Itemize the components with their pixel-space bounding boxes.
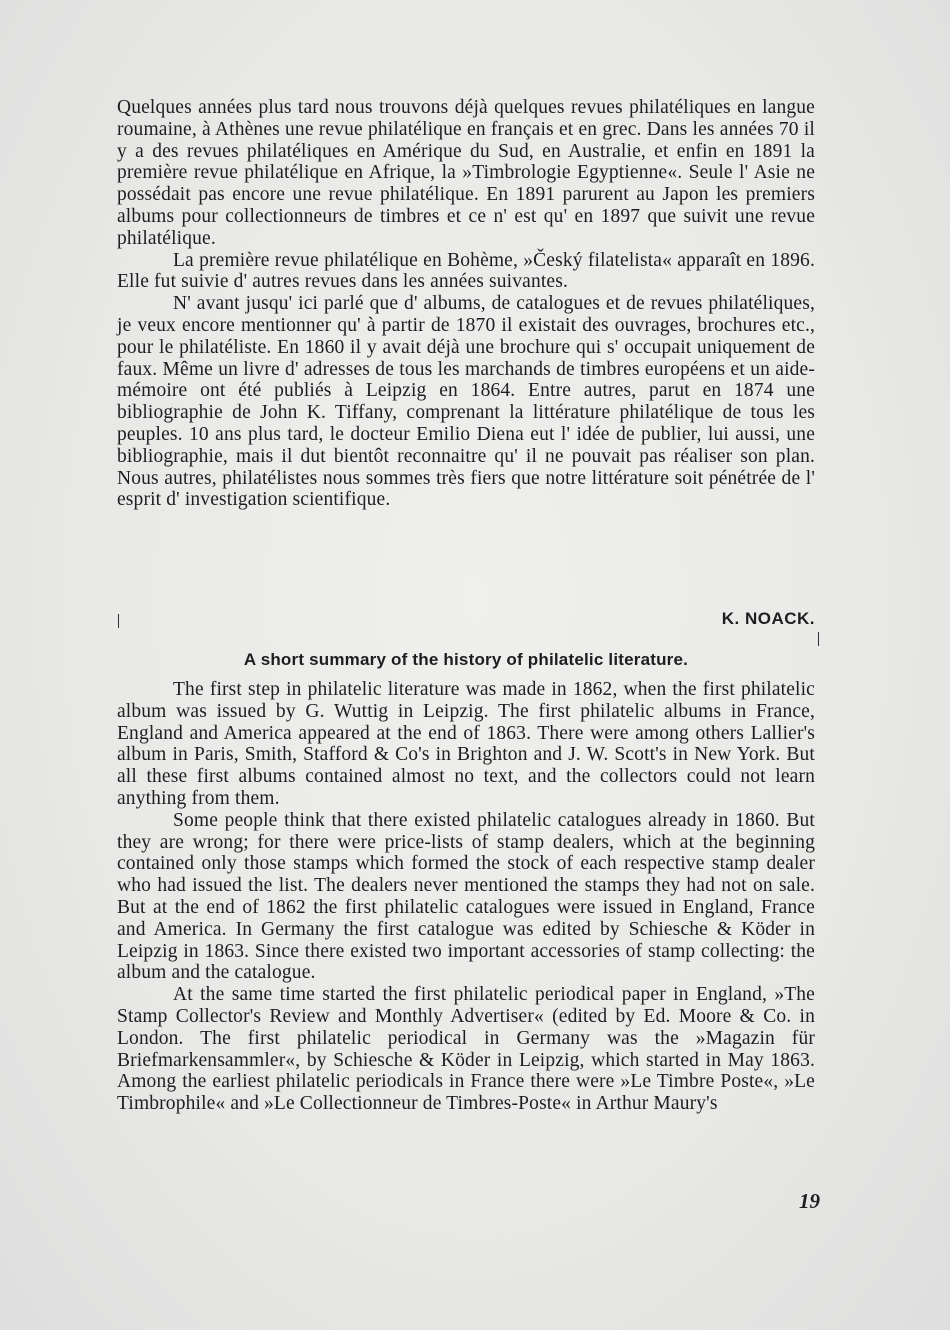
- french-article-body: [117, 97, 815, 511]
- english-paragraph-1: The first step in philatelic literature was made in 1862, when the first philatelic album was issued by G. Wuttig in Leipzig. The first philatelic albums in France, England and America appeared at the end of 1863. There were among others Lallier's album in Paris, Smith, Stafford & Co's in Brighton and J. W. Scott's in New York. But all these first albums contained almost no text, and the collectors could not learn anything from them.: [117, 679, 815, 809]
- margin-mark-left: [118, 614, 119, 628]
- page-number: 19: [799, 1189, 820, 1213]
- english-article-body: [117, 679, 815, 1115]
- english-paragraph-3: At the same time started the first philatelic periodical paper in England, »The Stamp Collector's Review and Monthly Advertiser« (edited by Ed. Moore & Co. in London. The first philatelic periodical in Germany was the »Magazin für Briefmarkensammler«, by Schiesche & Köder in Leipzig, which started in May 1863. Among the earliest philatelic periodicals in France there were »Le Timbre Poste«, »Le Timbrophile« and »Le Collectionneur de Timbres-Poste« in Arthur Maury's: [117, 984, 815, 1115]
- english-article-heading: A short summary of the history of philatelic literature.: [243, 650, 689, 669]
- french-paragraph-3: N' avant jusqu' ici parlé que d' albums, de catalogues et de revues philatéliques, je veux encore mentionner qu' à partir de 1870 il existait des ouvrages, brochures etc., pour le philatéliste. En 1860 il y avait déjà une brochure qui s' occupait uniquement de faux. Même un livre d' adresses de tous les marchands de timbres européens et un aide-mémoire ont été publiés à Leipzig en 1864. Entre autres, parut en 1874 une bibliographie de John K. Tiffany, comprenant la littérature philatélique de tous les peuples. 10 ans plus tard, le docteur Emilio Diena eut l' idée de publier, lui aussi, une bibliographie, mais il dut bientôt reconnaitre qu' il ne pouvait pas réaliser son plan. Nous autres, philatélistes nous sommes très fiers que notre littérature soit pénétrée de l' esprit d' investigation scientifique.: [117, 293, 815, 511]
- french-paragraph-1: Quelques années plus tard nous trouvons déjà quelques revues philatéliques en langue roumaine, à Athènes une revue philatélique en français et en grec. Dans les années 70 il y a des revues philatéliques en Amérique du Sud, en Australie, et enfin en 1891 la première revue philatélique en Afrique, la »Timbrologie Egyptienne«. Seule l' Asie ne possédait pas encore une revue philatélique. En 1891 parurent au Japon les premiers albums pour collectionneurs de timbres et ce n' est qu' en 1897 que suivit une revue philatélique.: [117, 97, 815, 249]
- english-paragraph-2: Some people think that there existed philatelic catalogues already in 1860. But they are wrong; for there were price-lists of stamp dealers, which at the beginning contained only those stamps which formed the stock of each respective stamp dealer who had issued the list. The dealers never mentioned the stamps they had not on sale. But at the end of 1862 the first philatelic catalogues were issued in England, France and America. In Germany the first catalogue was edited by Schiesche & Köder in Leipzig in 1863. Since there existed two important accessories of stamp collecting: the album and the catalogue.: [117, 809, 815, 984]
- margin-mark-right: [818, 632, 819, 646]
- author-signature: K. NOACK.: [721, 609, 815, 628]
- french-paragraph-2: La première revue philatélique en Bohème, »Český filatelista« apparaît en 1896. Elle fut suivie d' autres revues dans les années suivantes.: [117, 249, 815, 293]
